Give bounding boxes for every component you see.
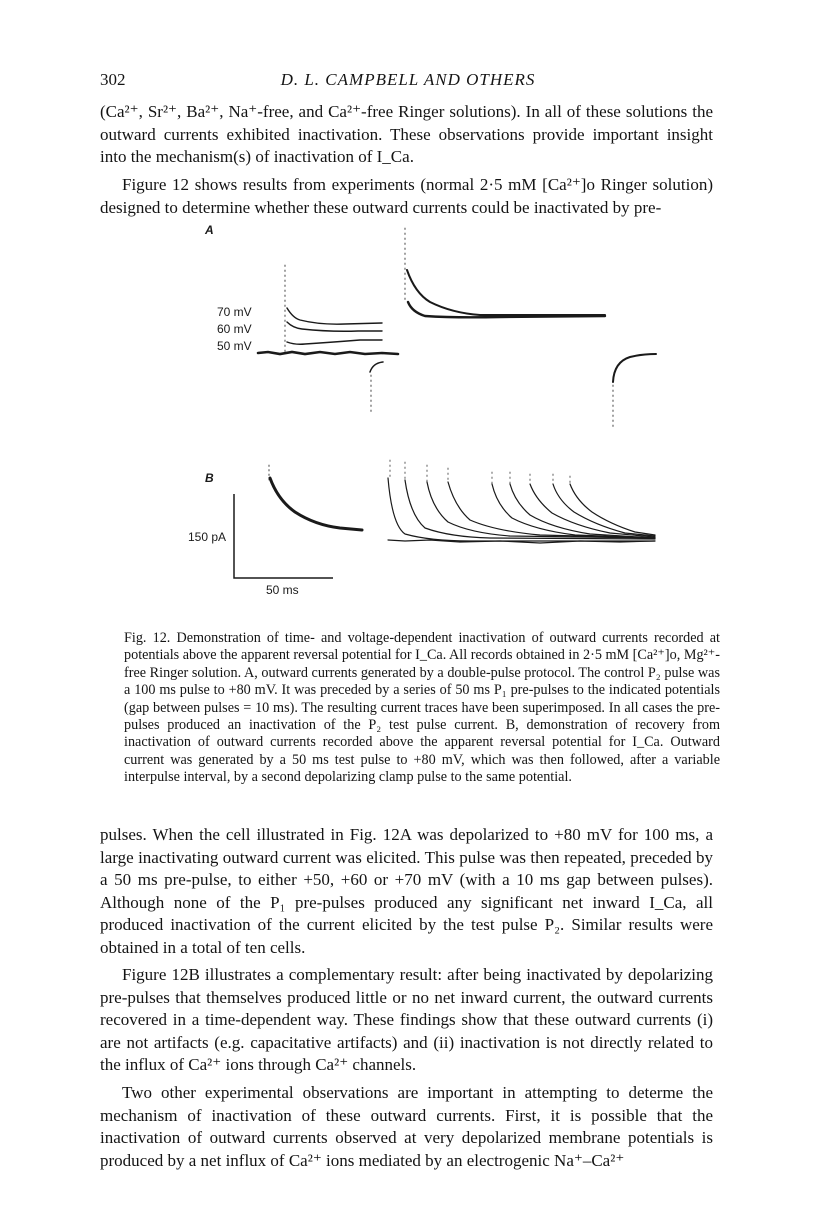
voltage-label-60: 60 mV	[217, 322, 252, 336]
scale-time-label: 50 ms	[266, 583, 299, 597]
test-pulse-trace-control	[407, 270, 605, 315]
first-pulse-trace	[270, 478, 362, 530]
recovery-trace-6	[510, 484, 655, 538]
recovery-trace-7	[530, 484, 655, 537]
paragraph-4: Figure 12B illustrates a complementary result: after being inactivated by depolarizing pre-pulses that themselves produced little or no net inward current, the outward currents recovered in a time-dependent way. These findings show that these outward currents (i) are not artifacts (e.g. capacitative artifacts) and (ii) inactivation is not directly related to the influx of Ca²⁺ ions through Ca²⁺ channels.	[100, 965, 713, 1074]
scale-current-label: 150 pA	[188, 530, 227, 544]
baseline-trace	[258, 352, 398, 354]
paragraph-2: Figure 12 shows results from experiments (normal 2·5 mM [Ca²⁺]o Ringer solution) designed to determine whether these outward currents could be inactivated by pre-	[100, 175, 713, 217]
recovery-trace-4	[448, 482, 655, 538]
tail-current-2	[613, 354, 656, 382]
panel-a-label: A	[205, 223, 214, 237]
recovery-trace-8	[553, 484, 655, 536]
panel-a-traces	[258, 228, 656, 428]
recovery-artifacts	[390, 460, 570, 484]
paragraph-3: pulses. When the cell illustrated in Fig. 12A was depolarized to +80 mV for 100 ms, a large inactivating outward current was elicited. This pulse was then repeated, preceded by a 50 ms pre-pulse, to either +50, +60 or +70 mV (with a 10 ms gap between pulses). Although none of the P₁ pre-pulses produced any significant net inward I_Ca, all produced inactivation of the current elicited by the test pulse P₂. Similar results were obtained in a total of ten cells.	[100, 825, 713, 957]
prepulse-trace-50	[287, 340, 382, 344]
running-head: D. L. CAMPBELL AND OTHERS	[280, 70, 536, 89]
page-number: 302	[100, 70, 126, 89]
paragraph-5: Two other experimental observations are important in attempting to determe the mechanism of inactivation of these outward currents. First, it is possible that the inactivation of outward currents observed at very depolarized membrane potentials is produced by a net influx of Ca²⁺ ions mediated by an electrogenic Na⁺–Ca²⁺	[100, 1083, 713, 1170]
tail-current-1	[370, 362, 383, 372]
figure-caption: Fig. 12. Demonstration of time- and voltage-dependent inactivation of outward currents recorded at potentials above the apparent reversal potential for I_Ca. All records obtained in 2·5 mM [Ca²⁺]o, Mg²⁺-free Ringer solution. A, outward currents generated by a double-pulse protocol. The control P₂ pulse was a 100 ms pulse to +80 mV. It was preceded by a series of 50 ms P₁ pre-pulses to the indicated potentials (gap between pulses = 10 ms). The resulting current traces have been superimposed. In all cases the pre-pulses produced an inactivation of the P₂ test pulse current. B, demonstration of recovery from inactivation of outward currents recorded above the apparent reversal potential for I_Ca. Outward current was generated by a 50 ms test pulse to +80 mV, which was then followed, after a variable interpulse interval, by a second depolarizing clamp pulse to the same potential.	[124, 630, 720, 786]
voltage-label-70: 70 mV	[217, 305, 252, 319]
paragraph-1: (Ca²⁺, Sr²⁺, Ba²⁺, Na⁺-free, and Ca²⁺-free Ringer solutions). In all of these solutions the outward currents exhibited inactivation. These observations provide important insight into the mechanism(s) of inactivation of I_Ca.	[100, 102, 713, 166]
prepulse-trace-70	[287, 308, 382, 324]
scale-bar	[234, 494, 333, 578]
panel-b-traces	[269, 460, 655, 543]
recovery-trace-9	[570, 484, 655, 535]
voltage-label-50: 50 mV	[217, 339, 252, 353]
panel-b-label: B	[205, 471, 214, 485]
recovery-trace-2	[405, 480, 655, 539]
